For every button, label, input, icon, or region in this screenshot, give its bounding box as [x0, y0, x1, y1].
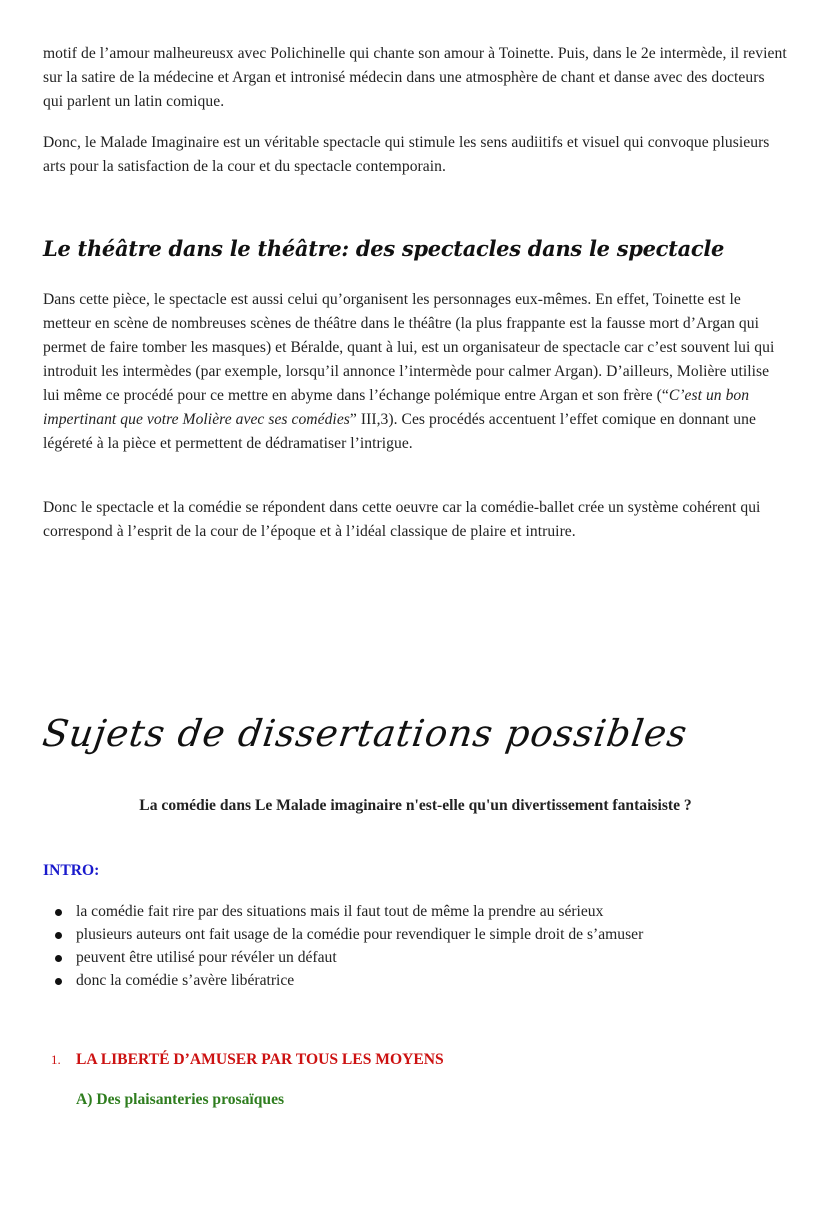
list-item: donc la comédie s’avère libératrice — [43, 969, 788, 992]
section-heading-theatre: Le théâtre dans le théâtre: des spectacles dans le spectacle — [43, 236, 725, 261]
paragraph-theatre-dans-theatre — [43, 288, 788, 456]
list-item: peuvent être utilisé pour révéler un défaut — [43, 946, 788, 969]
script-heading-sujets: Sujets de dissertations possibles — [39, 712, 691, 755]
paragraph-conclusion-comedie: Donc le spectacle et la comédie se répondent dans cette oeuvre car la comédie-ballet crée un système cohérent qui correspond à l’esprit de la cour de l’époque et à l’idéal classique de plaire et intruire. — [43, 499, 761, 540]
intro-label: INTRO: — [43, 862, 100, 879]
list-item: la comédie fait rire par des situations mais il faut tout de même la prendre au sérieux — [43, 900, 788, 923]
bullet-icon — [55, 909, 62, 916]
part-1-number: 1. — [51, 1052, 61, 1067]
bullet-icon — [55, 955, 62, 962]
list-item: plusieurs auteurs ont fait usage de la comédie pour revendiquer le simple droit de s’amuser — [43, 923, 788, 946]
bullet-icon — [55, 978, 62, 985]
part-1-title-text: LA LIBERTÉ D’AMUSER PAR TOUS LES MOYENS — [76, 1051, 444, 1068]
paragraph-intermede: motif de l’amour malheureusx avec Polichinelle qui chante son amour à Toinette. Puis, dans le 2e intermède, il revient sur la satire de la médecine et Argan et intronisé médecin dans une atmosphère de chant et danse avec des docteurs qui parlent un latin comique. — [43, 45, 787, 110]
part-1-title — [43, 1051, 444, 1069]
bullet-icon — [55, 932, 62, 939]
paragraph-conclusion-spectacle: Donc, le Malade Imaginaire est un véritable spectacle qui stimule les sens audiitifs et visuel qui convoque plusieurs arts pour la satisfaction de la cour et du spectacle contemporain. — [43, 134, 770, 175]
paragraph-text-after-quote: ” III,3). Ces procédés accentuent l’effet comique en donnant une légéreté à la pièce et permettent de dédramatiser l’intrigue. — [43, 411, 756, 452]
part-1-subtitle-a: A) Des plaisanteries prosaïques — [76, 1091, 285, 1108]
intro-bullet-list — [43, 900, 788, 992]
dissertation-subject: La comédie dans Le Malade imaginaire n'est-elle qu'un divertissement fantaisiste ? — [139, 797, 692, 814]
paragraph-text-before-quote: Dans cette pièce, le spectacle est aussi celui qu’organisent les personnages eux-mêmes. En effet, Toinette est le metteur en scène de nombreuses scènes de théâtre dans le théâtre (la plus frappante est la fausse mort d’Argan qui permet de faire tomber les masques) et Béralde, quant à lui, est un organisateur de spectacle car c’est souvent lui qui introduit les intermèdes (par exemple, lorsqu’il annonce l’intermède pour calmer Argan). D’ailleurs, Molière utilise lui même ce procédé pour ce mettre en abyme dans l’échange polémique entre Argan et son frère (“ — [43, 291, 775, 404]
quote-moliere: C’est un bon impertinant que votre Molière avec ses comédies — [43, 387, 750, 428]
